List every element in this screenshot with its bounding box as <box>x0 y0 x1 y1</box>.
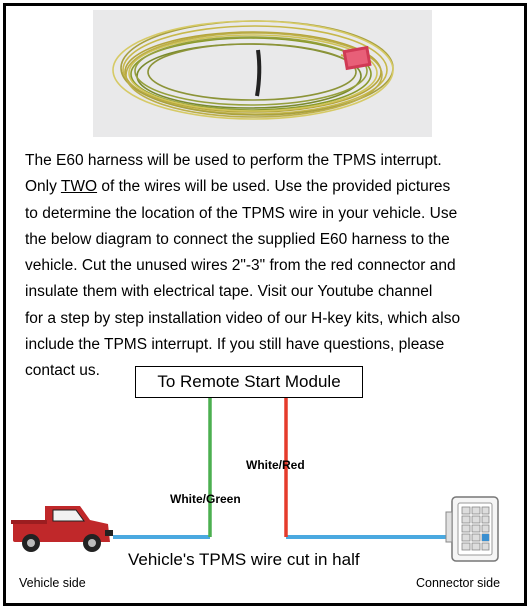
instruction-line: contact us. <box>25 362 100 380</box>
instruction-line: to determine the location of the TPMS wire in your vehicle. Use <box>25 204 458 222</box>
instruction-line: insulate them with electrical tape. Visit our Youtube channel <box>25 283 433 301</box>
instruction-text: Only <box>25 178 61 196</box>
tpms-caption: Vehicle's TPMS wire cut in half <box>128 550 360 569</box>
white-green-wire-label: White/Green <box>170 492 241 506</box>
instruction-line: the below diagram to connect the supplied E60 harness to the <box>25 230 450 248</box>
remote-start-module-box: To Remote Start Module <box>135 366 363 398</box>
truck-icon <box>11 506 113 552</box>
white-red-wire-label: White/Red <box>246 458 305 472</box>
instruction-text: of the wires will be used. Use the provided pictures <box>97 178 451 196</box>
emphasis-two: TWO <box>60 178 98 196</box>
connector-icon <box>446 497 498 561</box>
instruction-line: for a step by step installation video of our H-key kits, which also <box>25 309 461 327</box>
instruction-line: The E60 harness will be used to perform the TPMS interrupt. <box>25 152 442 169</box>
instruction-line: include the TPMS interrupt. If you still have questions, please <box>25 336 445 354</box>
connector-side-label: Connector side <box>416 576 501 590</box>
vehicle-side-label: Vehicle side <box>19 576 86 590</box>
instruction-line: vehicle. Cut the unused wires 2"-3" from the red connector and <box>25 257 456 275</box>
